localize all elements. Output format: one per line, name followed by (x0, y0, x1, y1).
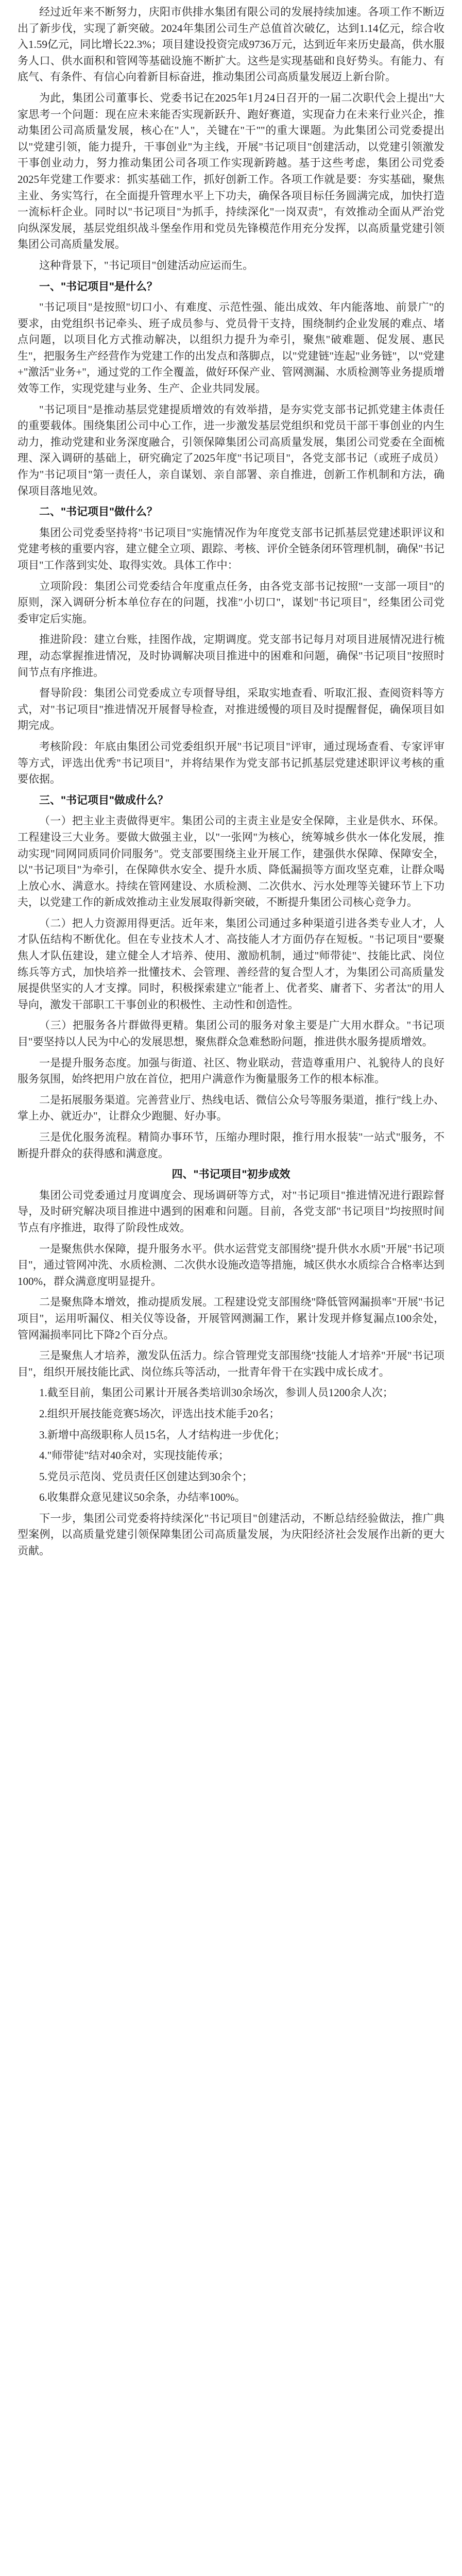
body-paragraph: （一）把主业主责做得更牢。集团公司的主责主业是安全保障，主业是供水、环保。工程建设三大业务。要做大做强主业，以"一张网"为核心，统筹城乡供水一体化发展，推动实现"同网同质同价同服务"。党支部要围绕主业开展工作，建强供水保障、保障安全，以"书记项目"为牵引，在保障供水安全、提升水质、降低漏损等方面攻坚克难，让群众喝上放心水、满意水。持续在管网建设、水质检测、二次供水、污水处理等关键环节上下功夫，以党建工作的新成效推动主业发展取得新突破，不断提升集团公司核心竞争力。 (18, 815, 444, 909)
section-how (18, 504, 444, 788)
intro-section (18, 4, 444, 274)
body-paragraph: 立项阶段：集团公司党委结合年度重点任务，由各党支部书记按照"一支部一项目"的原则，深入调研分析本单位存在的问题，找准"小切口"，谋划"书记项目"，经集团公司党委审定后实施。 (18, 580, 444, 625)
list-item: 1.截至目前，集团公司累计开展各类培训30余场次，参训人员1200余人次； (39, 1386, 393, 1399)
section-heading: 三、"书记项目"做成什么？ (39, 794, 168, 806)
section-heading: 四、"书记项目"初步成效 (172, 1168, 290, 1181)
body-paragraph: 二是拓展服务渠道。完善营业厅、热线电话、微信公众号等服务渠道，推行"线上办、掌上办、就近办"，让群众少跑腿、好办事。 (18, 1093, 444, 1123)
body-paragraph: 考核阶段：年底由集团公司党委组织开展"书记项目"评审，通过现场查看、专家评审等方式，评选出优秀"书记项目"，并将结果作为党支部书记抓基层党建述职评议考核的重要依据。 (18, 740, 444, 786)
body-paragraph: "书记项目"是按照"切口小、有难度、示范性强、能出成效、年内能落地、前景广"的要求，由党组织书记牵头、班子成员参与、党员骨干支持，围绕制约企业发展的难点、堵点问题，以项目化方式推动解决，以组织力提升为牵引，聚焦"破难题、促发展、惠民生"，把服务生产经营作为党建工作的出发点和落脚点，以"党建链"连起"业务链"，以"党建+"激活"业务+"，通过党的工作全覆盖，做好环保产业、管网测漏、水质检测等业务提质增效等工作，实现党建与业务、生产、企业共同发展。 (18, 301, 444, 395)
body-paragraph: （二）把人力资源用得更活。近年来，集团公司通过多种渠道引进各类专业人才，人才队伍结构不断优化。但在专业技术人才、高技能人才方面仍存在短板。"书记项目"要聚焦人才队伍建设，建立健全人才培养、使用、激励机制，通过"师带徒"、技能比武、岗位练兵等方式，加快培养一批懂技术、会管理、善经营的复合型人才，为集团公司高质量发展提供坚实的人才支撑。同时，积极探索建立"能者上、优者奖、庸者下、劣者汰"的用人导向，激发干部职工干事创业的积极性、主动性和创造性。 (18, 917, 444, 1011)
body-paragraph: 三是优化服务流程。精简办事环节，压缩办理时限，推行用水报装"一站式"服务，不断提升群众的获得感和满意度。 (18, 1131, 444, 1160)
body-paragraph: 集团公司党委坚持将"书记项目"实施情况作为年度党支部书记抓基层党建述职评议和党建考核的重要内容，建立健全立项、跟踪、考核、评价全链条闭环管理机制，确保"书记项目"工作落到实处、取得实效。具体工作中： (18, 526, 444, 571)
section-goals (18, 792, 444, 1162)
body-paragraph: 一是聚焦供水保障，提升服务水平。供水运营党支部围绕"提升供水水质"开展"书记项目"，通过管网冲洗、水质检测、二次供水设施改造等措施，城区供水水质综合合格率达到100%，群众满意度明显提升。 (18, 1242, 444, 1287)
list-item: 6.收集群众意见建议50余条，办结率100%。 (39, 1491, 246, 1504)
body-paragraph: "书记项目"是推动基层党建提质增效的有效举措，是夯实党支部书记抓党建主体责任的重要载体。围绕集团公司中心工作，进一步激发基层党组织和党员干部干事创业的内生动力，推动党建和业务深度融合，引领保障集团公司高质量发展，集团公司党委在全面梳理、深入调研的基础上，研究确定了2025年度"书记项目"，各党支部书记（或班子成员）作为"书记项目"第一责任人，亲自谋划、亲自部署、亲自推进，创新工作机制和方法，确保项目落地见效。 (18, 403, 444, 497)
section-heading: 一、"书记项目"是什么？ (39, 280, 158, 293)
list-item: 5.党员示范岗、党员责任区创建达到30余个； (39, 1470, 253, 1483)
intro-paragraph: 经过近年来不断努力，庆阳市供排水集团有限公司的发展持续加速。各项工作不断迈出了新步伐，实现了新突破。2024年集团公司生产总值首次破亿，达到1.14亿元，综合收入1.59亿元，同比增长22.3%；项目建设投资完成9736万元，达到近年来历史最高，供水服务人口、供水面积和管网等基础设施不断扩大。这些是实现基础和良好势头。有能力、有底气、有条件、有信心向着新目标奋进，推动集团公司高质量发展迈上新台阶。 (18, 6, 444, 83)
section-what (18, 279, 444, 500)
body-paragraph: 推进阶段：建立台账，挂图作战，定期调度。党支部书记每月对项目进展情况进行梳理，动态掌握推进情况，及时协调解决项目推进中的困难和问题，确保"书记项目"按照时间节点有序推进。 (18, 633, 444, 679)
closing-paragraph: 下一步，集团公司党委将持续深化"书记项目"创建活动，不断总结经验做法，推广典型案例，以高质量党建引领保障集团公司高质量发展，为庆阳经济社会发展作出新的更大贡献。 (18, 1512, 444, 1557)
list-item: 2.组织开展技能竞赛5场次，评选出技术能手20名； (39, 1407, 280, 1420)
body-paragraph: 集团公司党委通过月度调度会、现场调研等方式，对"书记项目"推进情况进行跟踪督导，及时研究解决项目推进中遇到的困难和问题。目前，各党支部"书记项目"均按照时间节点有序推进，取得了阶段性成效。 (18, 1189, 444, 1234)
body-paragraph: 督导阶段：集团公司党委成立专项督导组，采取实地查看、听取汇报、查阅资料等方式，对"书记项目"推进情况开展督导检查，对推进缓慢的项目及时提醒督促，确保项目如期完成。 (18, 687, 444, 732)
section-results (18, 1166, 444, 1559)
section-heading: 二、"书记项目"做什么？ (39, 506, 158, 518)
body-paragraph: （三）把服务各片群做得更精。集团公司的服务对象主要是广大用水群众。"书记项目"要坚持以人民为中心的发展思想，聚焦群众急难愁盼问题，推进供水服务提质增效。 (18, 1019, 444, 1048)
list-item: 4."师带徒"结对40余对，实现技能传承； (39, 1449, 229, 1462)
list-item: 3.新增中高级职称人员15名，人才结构进一步优化； (39, 1428, 285, 1441)
body-paragraph: 二是聚焦降本增效，推动提质发展。工程建设党支部围绕"降低管网漏损率"开展"书记项目"，运用听漏仪、相关仪等设备，开展管网测漏工作，累计发现并修复漏点100余处，管网漏损率同比下降2个百分点。 (18, 1296, 444, 1341)
body-paragraph: 一是提升服务态度。加强与街道、社区、物业联动，营造尊重用户、礼貌待人的良好服务氛围，始终把用户放在首位，把用户满意作为衡量服务工作的根本标准。 (18, 1056, 444, 1086)
intro-paragraph: 这种背景下，"书记项目"创建活动应运而生。 (39, 259, 254, 272)
intro-paragraph: 为此，集团公司董事长、党委书记在2025年1月24日召开的一届二次职代会上提出"大家思考一个问题：现在应未来能否实现新跃升、跑好赛道，实现奋力在未来行业兴企，推动集团公司高质量发展，核心在"人"，关键在"干""的重大课题。为此集团公司党委提出以"党建引领，能力提升，干事创业"为主线，开展"书记项目"创建活动，以党建引领激发干事创业动力，努力推动集团公司各项工作实现新跨越。基于这些考虑，集团公司党委2025年党建工作要求：抓实基础工作，抓好创新工作。各项工作就是要：夯实基础，聚焦主业、务实笃行，在全面提升管理水平上下功夫，确保各项目标任务圆满完成，加快打造一流标杆企业。同时以"书记项目"为抓手，持续深化"一岗双责"，有效推动全面从严治党向纵深发展，基层党组织战斗堡垒作用和党员先锋模范作用充分发挥，以高质量党建引领集团公司高质量发展。 (18, 91, 444, 251)
body-paragraph: 三是聚焦人才培养，激发队伍活力。综合管理党支部围绕"技能人才培养"开展"书记项目"，组织开展技能比武、岗位练兵等活动，一批青年骨干在实践中成长成才。 (18, 1349, 444, 1378)
